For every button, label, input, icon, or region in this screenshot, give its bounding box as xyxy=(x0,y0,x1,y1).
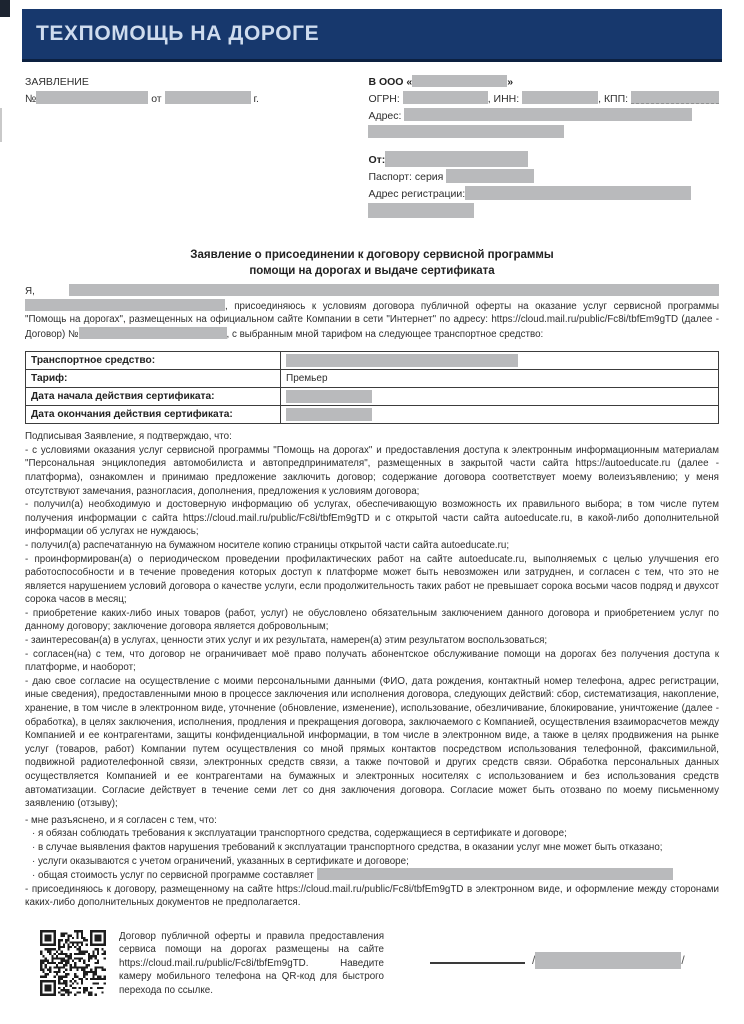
sub-bullet-cost: · общая стоимость услуг по сервисной программе составляет xyxy=(25,868,719,883)
scan-artifact xyxy=(0,108,2,142)
redacted-reg-address xyxy=(465,186,691,200)
bullet-no-limit: - согласен(на) с тем, что договор не ограничивает моё право получать абонентское обслуживание помощи на дорогах без получения доступа к платформе, и наоборот; xyxy=(25,648,719,674)
redacted-company-address xyxy=(404,108,692,121)
bullet-explained: - мне разъяснено, и я согласен с тем, что: xyxy=(25,814,217,826)
sub-bullet-refusal: · в случае выявления фактов нарушения требований к эксплуатации транспортного средства, в оказании услуг мне может быть отказано; xyxy=(32,841,663,853)
redacted-company-name xyxy=(412,75,507,87)
table-row-start-date: Дата начала действия сертификата: xyxy=(26,388,719,406)
bullet-printed-copy: - получил(а) распечатанную на бумажном носителе копию страницы открытой части сайта autoeducate.ru; xyxy=(25,539,510,551)
document-title: Заявление о присоединении к договору сервисной программы помощи на дорогах и выдаче сертификата xyxy=(190,249,554,277)
table-row-tariff: Тариф: Премьер xyxy=(26,370,719,388)
redacted-application-number xyxy=(36,91,148,104)
bullet-info-received: - получил(а) необходимую и достоверную информацию об услугах, обеспечивающую возможность их правильного выбора; в том числе путем получения информации с сайта https://cloud.mail.ru/public/Fc8i/tbfEm9gTD и с открытой части сайта autoeducate.ru, в какой-либо дополнительной информации об услугах не нуждаюсь; xyxy=(25,499,719,538)
redacted-reg-address-2 xyxy=(368,203,474,218)
sub-bullet-restrictions: · услуги оказываются с учетом ограничений, указанных в сертификате и договоре; xyxy=(32,855,409,867)
redacted-passport xyxy=(446,169,534,183)
redacted-ogrn xyxy=(403,91,488,104)
confirm-intro: Подписывая Заявление, я подтверждаю, что: xyxy=(25,431,232,443)
redacted-applicant-details xyxy=(25,299,225,311)
applicant-reg-address-line2 xyxy=(368,203,719,222)
meta-section xyxy=(25,74,719,222)
tariff-value: Премьер xyxy=(281,370,719,388)
redacted-end-date xyxy=(286,408,372,421)
document-content xyxy=(25,74,719,997)
redacted-total-cost xyxy=(317,868,673,880)
bullet-join-contract: - присоединяюсь к договору, размещенному на сайте https://cloud.mail.ru/public/Fc8i/tbfEm9gTD в электронном виде, и оформление между сторонами каких-либо дополнительных документов не предполагается. xyxy=(25,883,719,909)
bullet-personal-data: - даю свое согласие на осуществление с моими персональными данными (ФИО, дата рождения, контактный номер телефона, адрес регистрации, иные сведения), предоставленными мною в процессе заключения или исполнения договора, следующих действий: сбор, систематизация, накопление, хранение, в том числе в электронном виде, уточнение (обновление, изменение), использование, обезличивание, блокирование, уничтожение (далее - обработка), в целях заключения, исполнения, продления и прекращения договора, заключаемого с Компанией, осуществления взаиморасчетов между Компанией и ее контрагентами, защиты конфиденциальной информации, в том числе в электронном виде, а также в целях продвижения на рынке услуг (товаров, работ) Компании путем осуществления со мной прямых контактов посредством использования телефонной, факсимильной, подвижной радиотелефонной связи, электронных средств связи, а также почтовой и других средств связи. Обработка персональных данных осуществляется Компанией и ее контрагентами на бумажных и электронных носителях с использованием и без использования средств автоматизации. Согласие действует в течение семи лет со дня заключения договора. Согласие может быть отозвано по моему письменному заявлению (отзыву); xyxy=(25,675,719,810)
signature-area: / / xyxy=(430,948,685,969)
recipient-address-line: Адрес: xyxy=(368,108,719,125)
header-banner xyxy=(22,9,722,62)
table-row-end-date: Дата окончания действия сертификата: xyxy=(26,406,719,424)
redacted-company-address-2 xyxy=(368,125,564,138)
scan-artifact xyxy=(0,0,10,17)
bullet-voluntary: - приобретение каких-либо иных товаров (работ, услуг) не обусловлено обязательным заключением данного договора и приобретением услуг по данному договору; заключение договора является добровольным; xyxy=(25,607,719,633)
intro-paragraph: Я, , присоединяюсь к условиям договора публичной оферты на оказание услуг сервисной программы "Помощь на дорогах", размещенных на официальном сайте Компании в сети "Интернет" по адресу: https://cloud.mail.ru/public/Fc8i/tbfEm9gTD (далее - Договор) № , с выбранным мной тарифом на следующее транспортное средство: xyxy=(25,286,719,340)
applicant-from-line: От: xyxy=(368,151,719,169)
sub-bullet-obligation: · я обязан соблюдать требования к эксплуатации транспортного средства, содержащиеся в сертификате и договоре; xyxy=(32,828,567,840)
qr-code-svg xyxy=(40,930,106,996)
redacted-vehicle xyxy=(286,354,518,367)
applicant-reg-address-line: Адрес регистрации: xyxy=(368,186,719,203)
redacted-applicant-name xyxy=(385,151,528,167)
redacted-inn xyxy=(522,91,598,104)
redacted-application-date xyxy=(165,91,251,104)
redacted-applicant-fullname xyxy=(69,284,719,296)
bullet-maintenance: - проинформирован(а) о периодическом проведении профилактических работ на сайте autoeducate.ru, выполняемых с целью улучшения его работоспособности и в течение проведения которых доступ к платформе может быть невозможен или затруднен, и согласен с тем, что это не является нарушением условий договора о качестве услуги, если продолжительность таких работ не превышает сорока восьми часов подряд и двухсот сорока часов в месяц; xyxy=(25,553,719,606)
bullet-terms: - с условиями оказания услуг сервисной программы "Помощь на дорогах" и предоставления доступа к электронным информационным материалам "Персональная энциклопедия автомобилиста и автопредпринимателя", размещенных в закрытой части сайта https://autoeducate.ru (далее - платформа), ознакомлен и принимаю предложение заключить договор; содержание договора соответствует моему волеизъявлению; у меня отсутствуют замечания, разногласия, дополнения, предложения к условиям договора; xyxy=(25,444,719,497)
redacted-kpp xyxy=(631,91,719,104)
application-number-line: № от г. xyxy=(25,93,259,105)
confirmation-text xyxy=(25,430,719,910)
applicant-passport-line: Паспорт: серия xyxy=(368,169,719,186)
recipient-address-line2 xyxy=(368,125,719,142)
application-meta xyxy=(25,74,368,222)
signature-line xyxy=(430,948,525,964)
header-title: ТЕХПОМОЩЬ НА ДОРОГЕ xyxy=(36,22,320,45)
qr-caption: Договор публичной оферты и правила предоставления сервиса помощи на дорогах размещены на сайте https://cloud.mail.ru/public/Fc8i/tbfEm9gTD. Наведите камеру мобильного телефона на QR-код для быстрого перехода по ссылке. xyxy=(119,930,384,996)
qr-code xyxy=(40,930,106,996)
recipient-ids-line: ОГРН: , ИНН: , КПП: xyxy=(368,91,719,108)
bullet-interested: - заинтересован(а) в услугах, ценности этих услуг и их результата, намерен(а) этим результатом воспользоваться; xyxy=(25,635,548,647)
redacted-signatory-name xyxy=(535,952,681,969)
recipient-company-line: В ООО « » xyxy=(368,76,514,88)
footer-section xyxy=(25,930,719,997)
table-row-vehicle: Транспортное средство: xyxy=(26,352,719,370)
application-label: ЗАЯВЛЕНИЕ xyxy=(25,76,89,88)
certificate-table xyxy=(25,351,719,424)
recipient-block xyxy=(368,74,719,222)
redacted-contract-number xyxy=(79,327,227,339)
redacted-start-date xyxy=(286,390,372,403)
